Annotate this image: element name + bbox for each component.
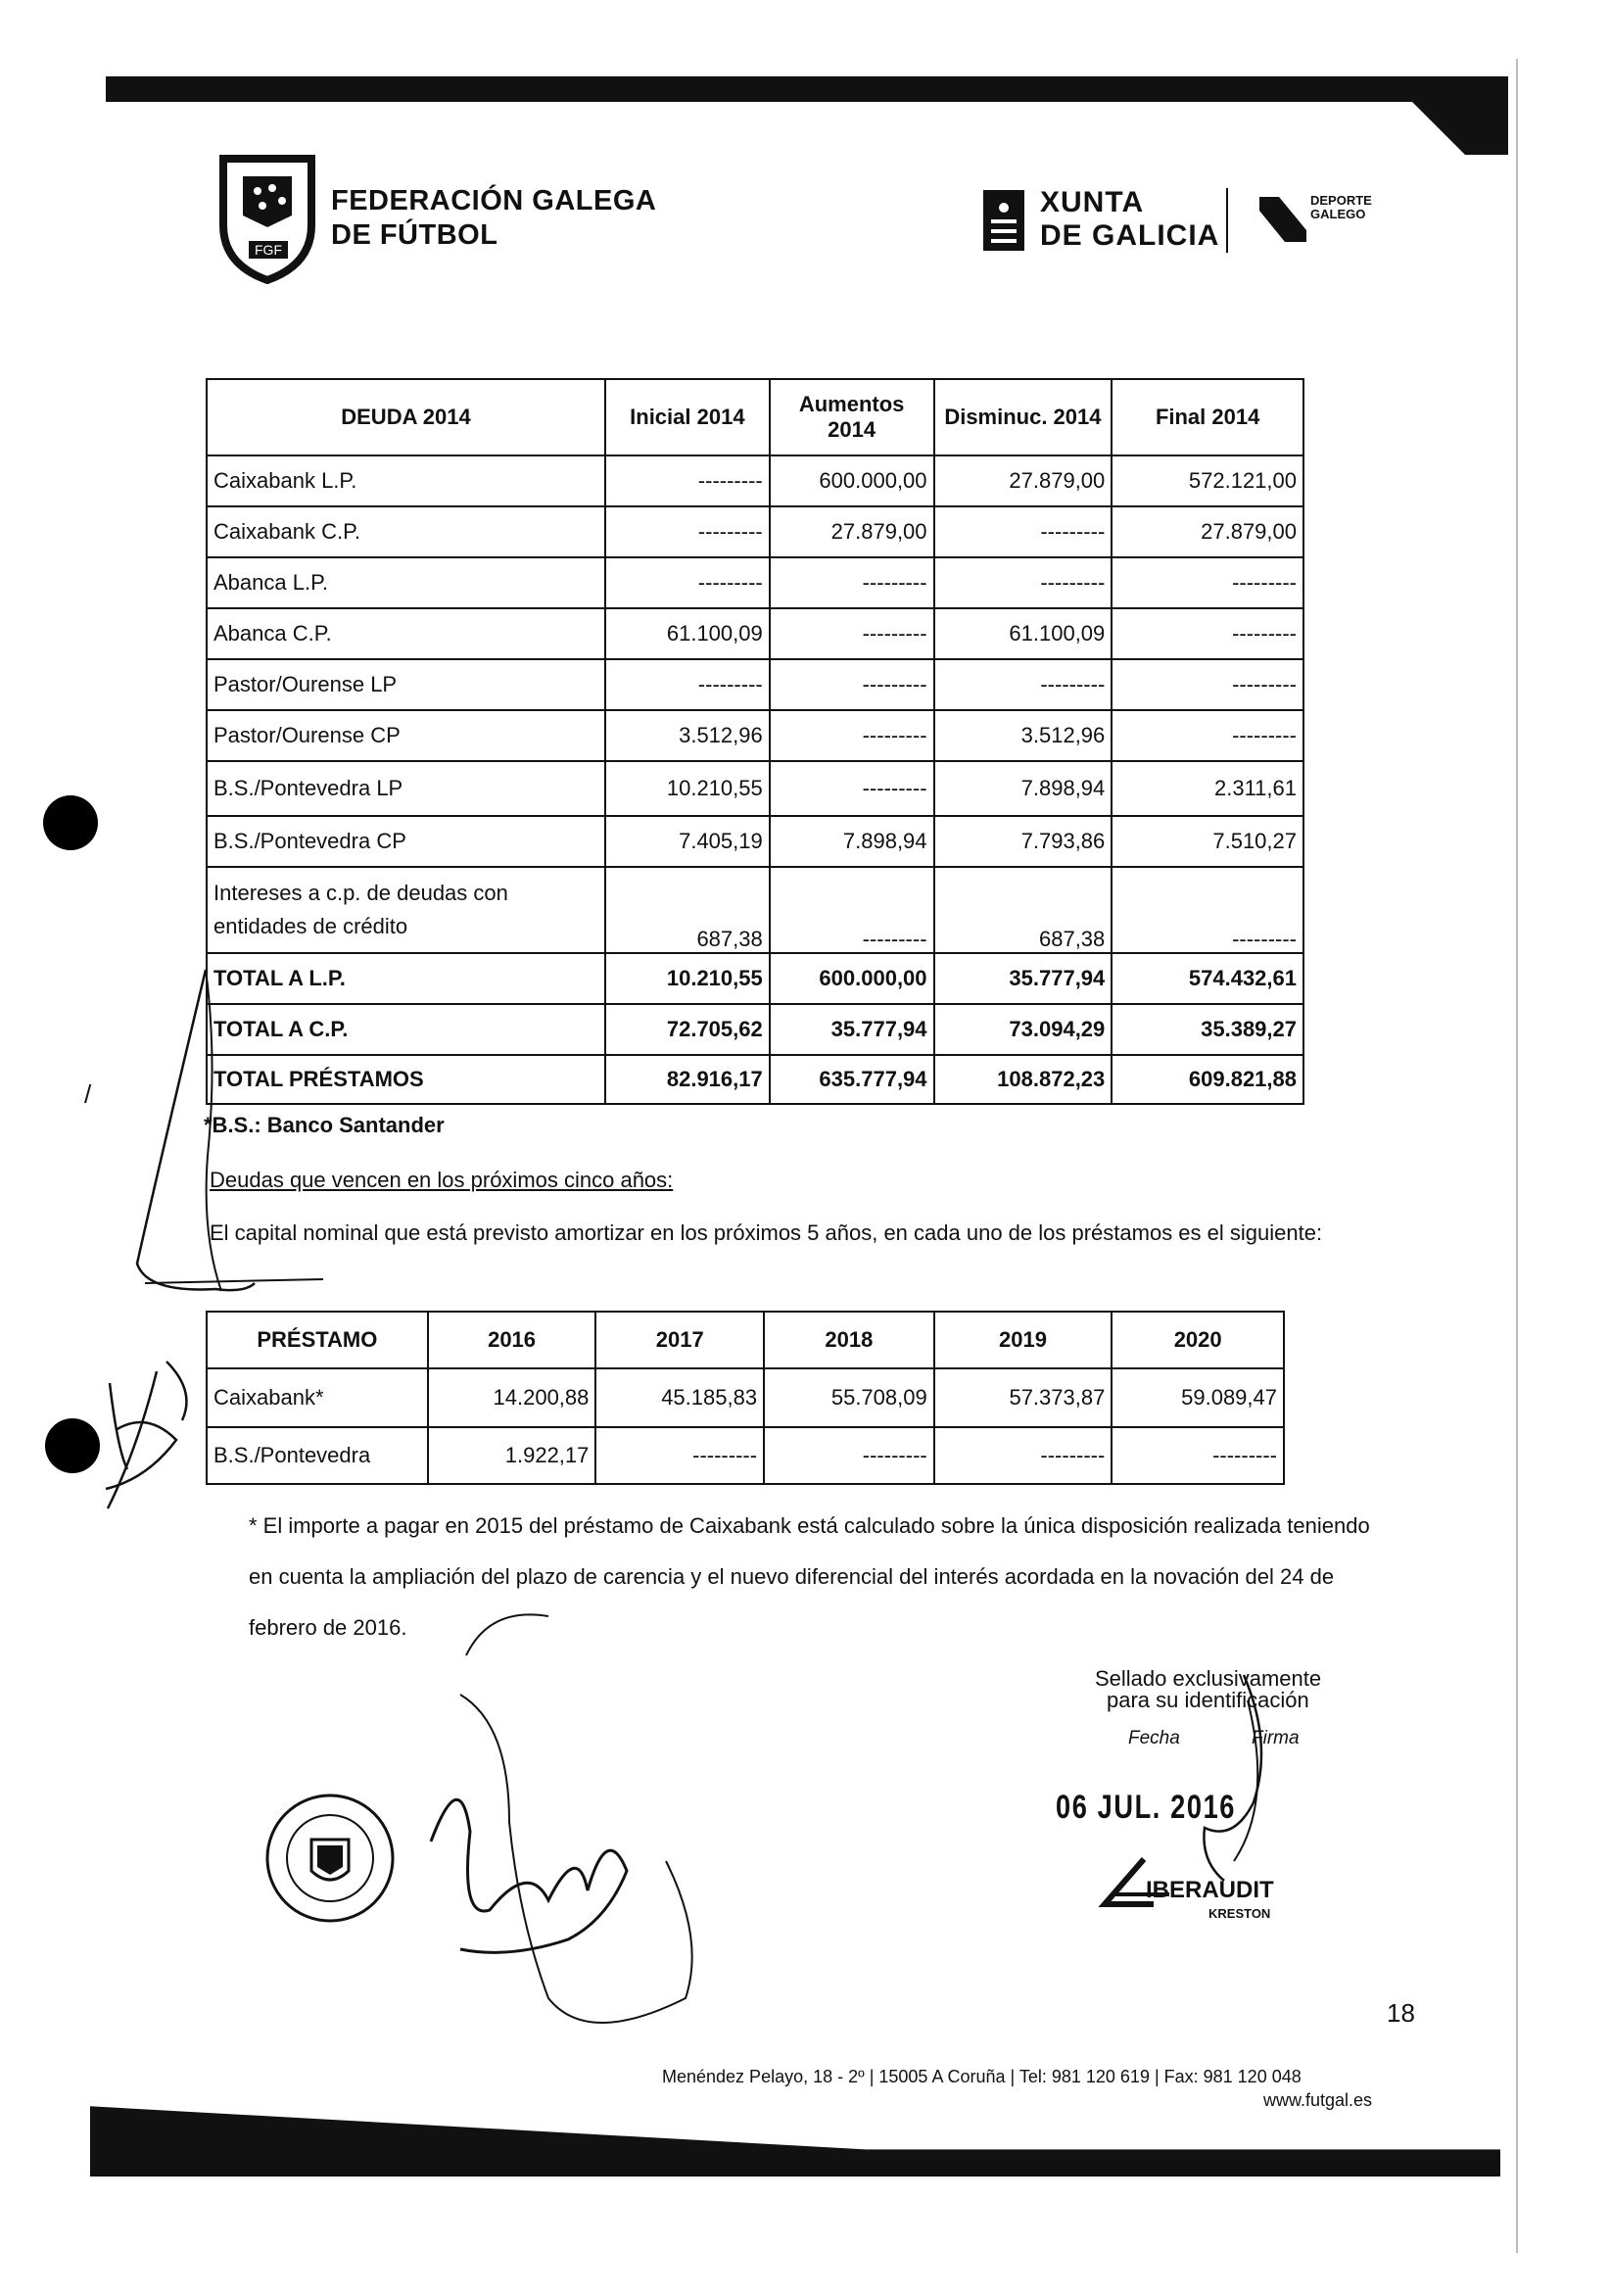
row-label: TOTAL A L.P. bbox=[207, 953, 605, 1004]
cell-value: 14.200,88 bbox=[428, 1368, 596, 1427]
table-row bbox=[207, 816, 1303, 867]
footer-address: Menéndez Pelayo, 18 - 2º | 15005 A Coruña | Tel: 981 120 619 | Fax: 981 120 048 bbox=[662, 2067, 1302, 2086]
top-band-tail bbox=[1400, 90, 1508, 155]
cell-value: 72.705,62 bbox=[605, 1004, 770, 1055]
cell-value: --------- bbox=[770, 710, 934, 761]
table-row bbox=[207, 761, 1303, 816]
cell-value: --------- bbox=[1112, 557, 1303, 608]
cell-value: --------- bbox=[770, 659, 934, 710]
cell-value: 7.898,94 bbox=[770, 816, 934, 867]
cell-value: 27.879,00 bbox=[770, 506, 934, 557]
cell-value: 27.879,00 bbox=[1112, 506, 1303, 557]
stamp-line2: para su identificación bbox=[1107, 1688, 1309, 1712]
cell-value: 59.089,47 bbox=[1112, 1368, 1284, 1427]
row-label: Caixabank* bbox=[207, 1368, 428, 1427]
row-label: Pastor/Ourense LP bbox=[207, 659, 605, 710]
footer-web: www.futgal.es bbox=[1263, 2090, 1373, 2110]
cell-value: 3.512,96 bbox=[934, 710, 1113, 761]
cell-value: 7.793,86 bbox=[934, 816, 1113, 867]
row-label: Caixabank C.P. bbox=[207, 506, 605, 557]
cell-value: 35.389,27 bbox=[1112, 1004, 1303, 1055]
cell-value: --------- bbox=[1112, 608, 1303, 659]
cell-value: 35.777,94 bbox=[934, 953, 1113, 1004]
table-row bbox=[207, 1368, 1284, 1427]
header-separator bbox=[1226, 188, 1228, 253]
cell-value: --------- bbox=[1112, 659, 1303, 710]
stamp-line1: Sellado exclusivamente bbox=[1095, 1666, 1322, 1691]
punch-hole-icon bbox=[45, 1418, 100, 1473]
table-row bbox=[207, 608, 1303, 659]
cell-value: 82.916,17 bbox=[605, 1055, 770, 1104]
cell-value: 1.922,17 bbox=[428, 1427, 596, 1484]
cell-value: 572.121,00 bbox=[1112, 455, 1303, 506]
footnote: * El importe a pagar en 2015 del préstamo de Caixabank está calculado sobre la única disposición realizada teniendo en cuenta la ampliación del plazo de carencia y el nuevo diferencial del interés acordada en la novación del 24 de febrero de 2016. bbox=[249, 1513, 1370, 1640]
xunta-crest-icon bbox=[979, 186, 1028, 255]
xunta-line2: DE GALICIA bbox=[1040, 219, 1220, 252]
total-row bbox=[207, 1004, 1303, 1055]
header-cell: Disminuc. 2014 bbox=[934, 379, 1113, 455]
cell-value: 27.879,00 bbox=[934, 455, 1113, 506]
auditor-name: IBERAUDIT bbox=[1146, 1877, 1274, 1903]
header-cell: 2020 bbox=[1112, 1312, 1284, 1368]
row-label: TOTAL PRÉSTAMOS bbox=[207, 1055, 605, 1104]
cell-value: 61.100,09 bbox=[934, 608, 1113, 659]
row-label: Pastor/Ourense CP bbox=[207, 710, 605, 761]
cell-value: --------- bbox=[770, 608, 934, 659]
row-label: Intereses a c.p. de deudas con entidades de crédito bbox=[207, 867, 605, 953]
cell-value: --------- bbox=[1112, 710, 1303, 761]
cell-value: --------- bbox=[934, 557, 1113, 608]
cell-value: --------- bbox=[605, 659, 770, 710]
cell-value: 600.000,00 bbox=[770, 953, 934, 1004]
cell-value: --------- bbox=[770, 761, 934, 816]
cell-value: 609.821,88 bbox=[1112, 1055, 1303, 1104]
top-band bbox=[106, 76, 1508, 102]
loans-table bbox=[206, 1311, 1285, 1485]
table-row bbox=[207, 1427, 1284, 1484]
cell-value: 10.210,55 bbox=[605, 761, 770, 816]
cell-value: --------- bbox=[605, 455, 770, 506]
cell-value: 73.094,29 bbox=[934, 1004, 1113, 1055]
scan-margin-line bbox=[1516, 59, 1518, 2253]
fgf-name bbox=[331, 184, 656, 253]
cell-value: --------- bbox=[764, 1427, 934, 1484]
deporte-galego-icon bbox=[1255, 191, 1310, 246]
cell-value: 10.210,55 bbox=[605, 953, 770, 1004]
header-cell: DEUDA 2014 bbox=[207, 379, 605, 455]
cell-value: --------- bbox=[1112, 1427, 1284, 1484]
page-number: 18 bbox=[1387, 1998, 1415, 2028]
cell-value: --------- bbox=[1112, 867, 1303, 953]
total-row bbox=[207, 953, 1303, 1004]
table-row bbox=[207, 506, 1303, 557]
cell-value: --------- bbox=[770, 557, 934, 608]
table-row bbox=[207, 659, 1303, 710]
cell-value: --------- bbox=[934, 1427, 1113, 1484]
header-cell: Inicial 2014 bbox=[605, 379, 770, 455]
cell-value: 2.311,61 bbox=[1112, 761, 1303, 816]
cell-value: 57.373,87 bbox=[934, 1368, 1113, 1427]
cell-value: 7.405,19 bbox=[605, 816, 770, 867]
punch-hole-icon bbox=[43, 795, 98, 850]
deporte-name bbox=[1310, 194, 1372, 221]
stamp-firma: Firma bbox=[1252, 1728, 1300, 1748]
deporte-line1: DEPORTE bbox=[1310, 193, 1372, 208]
stamp-date: 06 JUL. 2016 bbox=[1056, 1789, 1237, 1826]
table-row bbox=[207, 867, 1303, 953]
cell-value: 61.100,09 bbox=[605, 608, 770, 659]
cell-value: 687,38 bbox=[605, 867, 770, 953]
total-row bbox=[207, 1055, 1303, 1104]
row-label: Abanca L.P. bbox=[207, 557, 605, 608]
row-label: Caixabank L.P. bbox=[207, 455, 605, 506]
cell-value: 45.185,83 bbox=[595, 1368, 764, 1427]
cell-value: 635.777,94 bbox=[770, 1055, 934, 1104]
table-row bbox=[207, 710, 1303, 761]
section-text: El capital nominal que está previsto amortizar en los próximos 5 años, en cada uno de los préstamos es el siguiente: bbox=[210, 1220, 1323, 1245]
header-cell: 2016 bbox=[428, 1312, 596, 1368]
cell-value: 574.432,61 bbox=[1112, 953, 1303, 1004]
cell-value: --------- bbox=[934, 659, 1113, 710]
fgf-name-line2: DE FÚTBOL bbox=[331, 219, 498, 251]
row-label: B.S./Pontevedra CP bbox=[207, 816, 605, 867]
fgf-crest-icon bbox=[213, 147, 321, 284]
debt-table-header bbox=[207, 379, 1303, 455]
cell-value: --------- bbox=[595, 1427, 764, 1484]
cell-value: --------- bbox=[605, 506, 770, 557]
loans-table-header bbox=[207, 1312, 1284, 1368]
cell-value: 600.000,00 bbox=[770, 455, 934, 506]
cell-value: --------- bbox=[934, 506, 1113, 557]
cell-value: 55.708,09 bbox=[764, 1368, 934, 1427]
xunta-line1: XUNTA bbox=[1040, 186, 1145, 218]
fgf-name-line1: FEDERACIÓN GALEGA bbox=[331, 185, 657, 216]
header-cell: 2018 bbox=[764, 1312, 934, 1368]
debt-table bbox=[206, 378, 1304, 1105]
deporte-line2: GALEGO bbox=[1310, 207, 1366, 221]
cell-value: 687,38 bbox=[934, 867, 1113, 953]
header-cell: 2019 bbox=[934, 1312, 1113, 1368]
federation-seal-icon bbox=[262, 1791, 398, 1926]
xunta-name bbox=[1040, 186, 1219, 253]
cell-value: --------- bbox=[770, 867, 934, 953]
header-cell: 2017 bbox=[595, 1312, 764, 1368]
header-cell: Aumentos 2014 bbox=[770, 379, 934, 455]
row-label: B.S./Pontevedra LP bbox=[207, 761, 605, 816]
cell-value: 7.510,27 bbox=[1112, 816, 1303, 867]
cell-value: 35.777,94 bbox=[770, 1004, 934, 1055]
header-cell: PRÉSTAMO bbox=[207, 1312, 428, 1368]
auditor-sub: KRESTON bbox=[1208, 1906, 1271, 1921]
table-row bbox=[207, 455, 1303, 506]
fgf-crest-label: FGF bbox=[255, 242, 282, 258]
row-label: TOTAL A C.P. bbox=[207, 1004, 605, 1055]
table-row bbox=[207, 557, 1303, 608]
row-label: Abanca C.P. bbox=[207, 608, 605, 659]
section-heading: Deudas que vencen en los próximos cinco años: bbox=[210, 1168, 674, 1192]
header-cell: Final 2014 bbox=[1112, 379, 1303, 455]
cell-value: 7.898,94 bbox=[934, 761, 1113, 816]
margin-mark: / bbox=[84, 1079, 92, 1109]
cell-value: 108.872,23 bbox=[934, 1055, 1113, 1104]
stamp-fecha: Fecha bbox=[1128, 1728, 1180, 1748]
row-label: B.S./Pontevedra bbox=[207, 1427, 428, 1484]
cell-value: --------- bbox=[605, 557, 770, 608]
cell-value: 3.512,96 bbox=[605, 710, 770, 761]
bs-note: *B.S.: Banco Santander bbox=[204, 1113, 445, 1137]
